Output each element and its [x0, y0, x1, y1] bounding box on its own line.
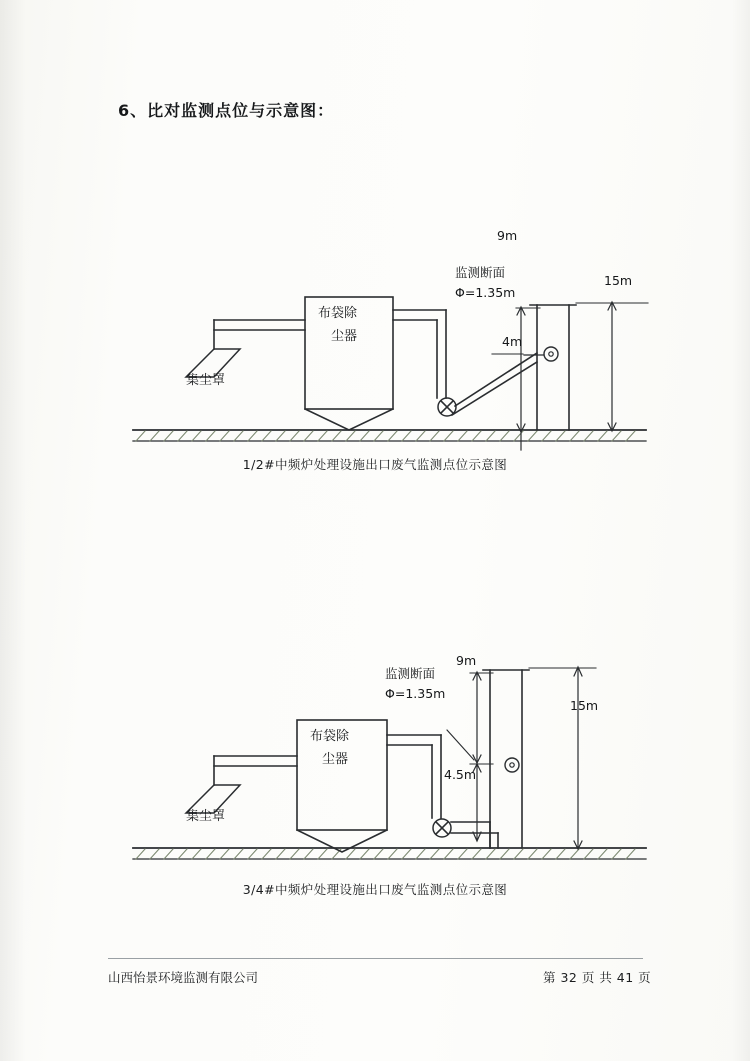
figure-2-section-title: 监测断面 [385, 666, 436, 681]
footer-company: 山西怡景环境监测有限公司 [108, 970, 259, 985]
diagram-1 [0, 140, 750, 490]
footer-page-number: 第 32 页 共 41 页 [543, 970, 652, 985]
figure-1-baghouse-label-2: 尘器 [331, 329, 358, 344]
figure-1-caption: 1/2#中频炉处理设施出口废气监测点位示意图 [242, 457, 508, 472]
figure-2-collector-label: 集尘罩 [186, 809, 226, 824]
diagram-2 [0, 560, 750, 920]
figure-1-section-title: 监测断面 [455, 265, 506, 280]
figure-1-stack-total: 15m [604, 273, 633, 288]
figure-1-height-lower: 4m [502, 334, 523, 349]
figure-2-height-lower: 4.5m [444, 767, 477, 782]
figure-2-stack-total: 15m [570, 698, 599, 713]
figure-1-section-diameter: Φ=1.35m [455, 285, 516, 300]
figure-1-collector-label: 集尘罩 [186, 373, 226, 388]
figure-1-baghouse-label-1: 布袋除 [318, 306, 358, 321]
figure-1 [0, 140, 750, 490]
figure-1-height-upper: 9m [497, 228, 518, 243]
figure-2-caption: 3/4#中频炉处理设施出口废气监测点位示意图 [242, 882, 508, 897]
figure-2-height-upper: 9m [456, 653, 477, 668]
page-title: 6、比对监测点位与示意图： [118, 101, 335, 120]
figure-2-baghouse-label-1: 布袋除 [310, 729, 350, 744]
figure-2-section-diameter: Φ=1.35m [385, 686, 446, 701]
figure-2-baghouse-label-2: 尘器 [322, 752, 349, 767]
footer-divider [108, 958, 643, 959]
figure-2 [0, 560, 750, 920]
